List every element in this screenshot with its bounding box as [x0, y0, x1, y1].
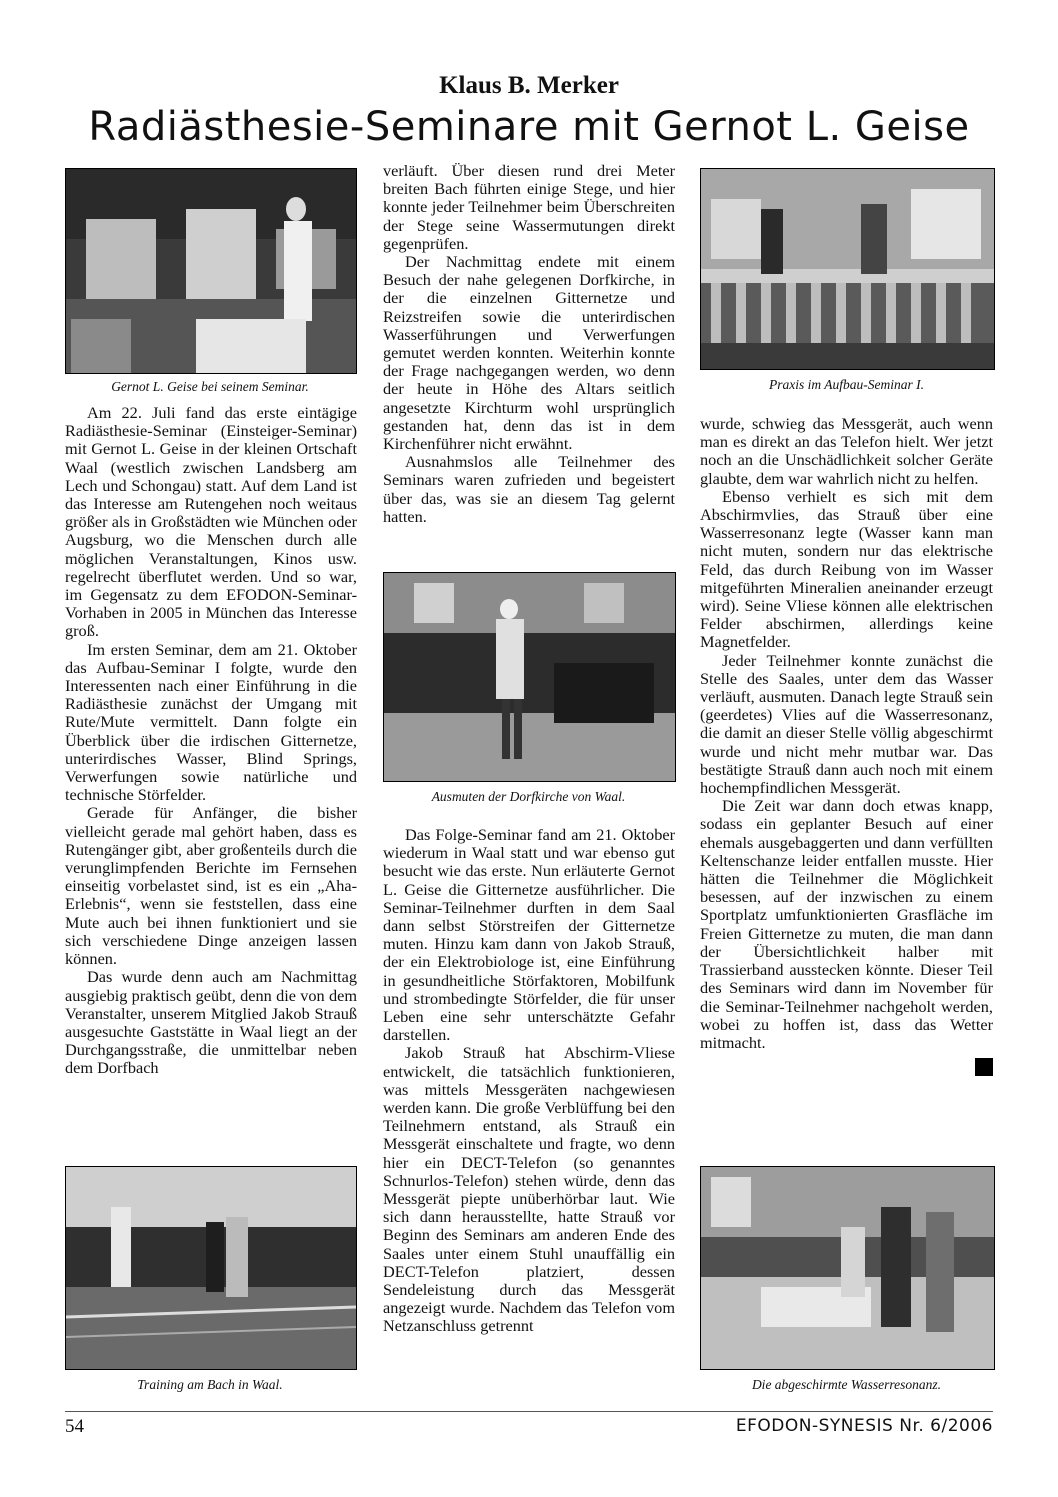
column-1	[65, 404, 357, 1078]
photo-caption: Gernot L. Geise bei seinem Seminar.	[111, 379, 309, 394]
paragraph: verläuft. Über diesen rund drei Meter breiten Bach führten einige Stege, und hier konnte jeder Teilnehmer beim Überschreiten der Stege seine Wassermutungen direkt gegenprüfen.	[383, 161, 675, 253]
photo-dorfkirche	[383, 572, 676, 782]
journal-name: EFODON-SYNESIS Nr. 6/2006	[735, 1416, 993, 1436]
photo-caption: Training am Bach in Waal.	[137, 1377, 283, 1392]
column-2-bottom	[383, 826, 675, 1336]
column-3	[700, 415, 993, 1076]
page-number: 54	[65, 1416, 84, 1437]
article-title: Radiästhesie-Seminare mit Gernot L. Geise	[88, 104, 970, 150]
paragraph: Der Nachmittag endete mit einem Besuch der nahe gelegenen Dorfkirche, in der die einzelnen Gitternetze und Reizstreifen sowie die unterirdischen Wasserführungen und Verwerfungen gemutet werden konnten. Weiterhin konnte der Frage nachgegangen werden, wo denn der heute in Höhe des Altars seitlich angesetzte Kirchturm wohl ursprünglich gestanden hat, denn das ist in dem Kirchenführer nicht erwähnt.	[383, 252, 675, 454]
photo-caption: Praxis im Aufbau-Seminar I.	[769, 377, 924, 392]
column-2-top	[383, 162, 675, 526]
photo-wasserresonanz	[700, 1166, 995, 1370]
paragraph: Am 22. Juli fand das erste eintägige Radiästhesie-Seminar (Einsteiger-Seminar) mit Gernot L. Geise in der kleinen Ortschaft Waal (westlich zwischen Landsberg am Lech und Schongau) statt. Auf dem Land ist das Interesse am Rutengehen noch weitaus größer als in Großstädten wie München oder Augsburg, wo die Menschen durch alle möglichen Veranstaltungen, Kinos usw. regelrecht überflutet werden. Und so war, im Gegensatz zu dem EFODON-Seminar-Vorhaben in 2005 in München das Interesse groß.	[65, 403, 357, 641]
photo-aufbau-seminar	[700, 168, 995, 370]
paragraph: wurde, schwieg das Messgerät, auch wenn man es direkt an das Telefon hielt. Wer jetzt noch an die Unschädlichkeit solcher Geräte glaubte, dem war wahrlich nicht zu helfen.	[700, 414, 993, 488]
photo-caption: Ausmuten der Dorfkirche von Waal.	[431, 789, 626, 804]
paragraph: Jeder Teilnehmer konnte zunächst die Stelle des Saales, unter dem das Wasser verläuft, ausmuten. Danach legte Strauß sein (geerdetes) Vlies auf die Wasserresonanz, die damit an dieser Stelle völlig abgeschirmt wurde und nicht mehr mutbar war. Das bestätigte Strauß dann auch noch mit einem hochempfindlichen Messgerät.	[700, 650, 993, 798]
author-name: Klaus B. Merker	[439, 72, 619, 99]
paragraph: Jakob Strauß hat Abschirm-Vliese entwickelt, die tatsächlich funktionieren, was mittels Messgeräten nachgewiesen werden kann. Die große Verblüffung bei den Teilnehmern entstand, als Strauß ein Messgerät einschaltete und fragte, wo denn hier ein DECT-Telefon (so genanntes Schnurlos-Telefon) stehen würde, denn das Messgerät piepte unüberhörbar laut. Wie sich dann herausstellte, hatte Strauß vor Beginn des Seminars am anderen Ende des Saales unter einem Stuhl unauffällig ein DECT-Telefon platziert, dessen Sendeleistung durch das Messgerät angezeigt wurde. Nachdem das Telefon vom Netzanschluss getrennt	[383, 1043, 675, 1336]
photo-seminar-geise	[65, 168, 357, 374]
end-of-article-mark	[975, 1058, 993, 1076]
paragraph: Das Folge-Seminar fand am 21. Oktober wiederum in Waal statt und war ebenso gut besucht wie das erste. Nun erläuterte Gernot L. Geise die Gitternetze ausführlicher. Die Seminar-Teilnehmer durften in dem Saal dann selbst Störstreifen der Gitternetze muten. Hinzu kam dann von Jakob Strauß, der ein Elektrobiologe ist, eine Einführung in gesundheitliche Störfaktoren, Mobilfunk und strombedingte Störfelder, die für unser Leben eine sehr unterschätzte Gefahr darstellen.	[383, 825, 675, 1045]
paragraph: Die Zeit war dann doch etwas knapp, sodass ein geplanter Besuch auf einer ehemals ausgebaggerten und dann verfüllten Keltenschanze leider entfallen musste. Hier hätten die Teilnehmer die Möglichkeit besessen, auf der inzwischen zu einem Sportplatz umfunktionierten Grasfläche im Freien Gitternetze zu muten, die man dann der Übersichtlichkeit halber mit Trassierband ausstecken könnte. Dieser Teil des Seminars wird dann im November für die Seminar-Teilnehmer nachgeholt werden, wobei zu hoffen ist, dass das Wetter mitmacht.	[700, 796, 993, 1052]
paragraph: Das wurde denn auch am Nachmittag ausgiebig praktisch geübt, denn die von dem Veranstalter, unserem Mitglied Jakob Strauß ausgesuchte Gaststätte in Waal liegt an der Durchgangsstraße, die unmittelbar neben dem Dorfbach	[65, 967, 357, 1078]
paragraph: Gerade für Anfänger, die bisher vielleicht gerade mal gehört haben, dass es Rutengänger gibt, aber großenteils durch die verunglimpfenden Berichte im Fernsehen einseitig vorbelastet sind, ist es ein „Aha-Erlebnis“, wenn sie feststellen, dass eine Mute auch bei ihnen funktioniert und sie sich verschiedene Dinge anzeigen lassen können.	[65, 803, 357, 969]
paragraph: Ausnahmslos alle Teilnehmer des Seminars waren zufrieden und begeistert über das, was sie an diesem Tag gelernt hatten.	[383, 452, 675, 526]
photo-training-bach	[65, 1166, 357, 1370]
photo-caption: Die abgeschirmte Wasserresonanz.	[751, 1377, 942, 1392]
paragraph: Im ersten Seminar, dem am 21. Oktober das Aufbau-Seminar I folgte, wurde den Interessenten nach einer Einführung in die Radiästhesie zunächst der Umgang mit Rute/Mute vermittelt. Dann folgte ein Überblick über die irdischen Gitternetze, unterirdisches Wasser, Blind Springs, Verwerfungen sowie natürliche und technische Störfelder.	[65, 639, 357, 805]
paragraph: Ebenso verhielt es sich mit dem Abschirmvlies, das Strauß über eine Wasserresonanz legte (Wasser kann man nicht muten, sondern nur das elektrische Feld, das durch Reibung von im Wasser mitgeführten Mineralien aneinander erzeugt wird). Seine Vliese können alle elektrischen Felder abschirmen, allerdings keine Magnetfelder.	[700, 486, 993, 652]
footer-rule	[65, 1411, 993, 1412]
